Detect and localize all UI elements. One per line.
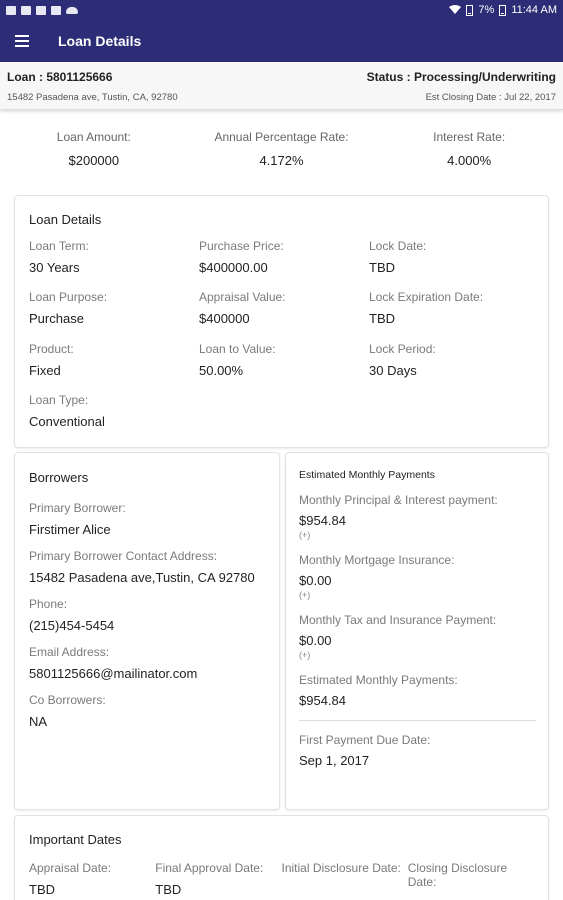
field-value: NA — [29, 714, 48, 729]
app-notification-icon — [6, 6, 16, 15]
loan-to-value-field — [199, 342, 369, 378]
field-value: $954.84 — [299, 513, 346, 528]
interest-rate — [375, 130, 563, 180]
field-label: Primary Borrower: — [29, 501, 126, 515]
loan-purpose-field — [29, 290, 199, 326]
appraisal-value-field — [199, 290, 369, 326]
borrowers-title: Borrowers — [29, 470, 89, 485]
loan-term-field — [29, 239, 199, 275]
divider — [299, 720, 536, 721]
field-value: $400000 — [199, 311, 250, 326]
field-label: Closing Disclosure Date: — [407, 861, 508, 889]
payments-title: Estimated Monthly Payments — [299, 469, 435, 481]
field-value: Purchase — [29, 311, 84, 326]
battery-icon — [499, 5, 506, 16]
field-label: Monthly Principal & Interest payment: — [299, 493, 498, 507]
loan-details-card — [14, 195, 549, 448]
tax-insurance-field — [299, 613, 535, 660]
apr-value: 4.172% — [259, 153, 304, 168]
field-value: $0.00 — [299, 573, 332, 588]
field-value: 50.00% — [199, 363, 244, 378]
field-label: Email Address: — [29, 645, 110, 659]
field-value: $400000.00 — [199, 260, 268, 275]
plus-sign: (+) — [299, 590, 311, 600]
loan-status: Status : Processing/Underwriting — [366, 70, 556, 84]
purchase-price-field — [199, 239, 369, 275]
loan-details-title: Loan Details — [29, 212, 102, 227]
hamburger-menu-icon[interactable] — [0, 20, 44, 62]
field-value: TBD — [369, 260, 395, 275]
field-value: $954.84 — [299, 693, 346, 708]
cloud-icon — [66, 7, 78, 14]
rate-summary — [0, 130, 563, 180]
field-label: Co Borrowers: — [29, 693, 106, 707]
plus-sign: (+) — [299, 650, 311, 660]
loan-amount-label: Loan Amount: — [56, 130, 131, 144]
closing-disclosure-date-field — [408, 861, 534, 897]
field-label: Monthly Tax and Insurance Payment: — [299, 613, 497, 627]
field-label: Appraisal Value: — [199, 290, 286, 304]
page-title: Loan Details — [58, 33, 142, 49]
field-value: Conventional — [29, 414, 105, 429]
field-label: Purchase Price: — [199, 239, 284, 253]
borrowers-card — [14, 452, 280, 810]
field-label: Final Approval Date: — [155, 861, 264, 875]
field-value: TBD — [369, 311, 395, 326]
field-value: TBD — [155, 882, 182, 897]
app-bar — [0, 20, 563, 62]
important-dates-title: Important Dates — [29, 832, 122, 847]
notification-icons — [6, 6, 78, 15]
interest-rate-label: Interest Rate: — [433, 130, 506, 144]
apr-label: Annual Percentage Rate: — [214, 130, 349, 144]
battery-icon — [466, 5, 473, 16]
field-label: Loan Type: — [29, 393, 89, 407]
lock-expiration-date-field — [369, 290, 539, 326]
app-notification-icon — [36, 6, 46, 15]
lock-date-field — [369, 239, 539, 275]
status-bar — [0, 0, 563, 20]
first-payment-due-field — [299, 733, 535, 768]
field-label: Lock Expiration Date: — [369, 290, 484, 304]
field-value: 30 Days — [369, 363, 417, 378]
field-label: Appraisal Date: — [29, 861, 112, 875]
phone-field — [29, 597, 265, 633]
product-field — [29, 342, 199, 378]
principal-interest-field — [299, 493, 535, 540]
loan-number: Loan : 5801125666 — [7, 70, 113, 84]
annual-percentage-rate — [188, 130, 376, 180]
wifi-icon — [449, 5, 461, 15]
field-value: Firstimer Alice — [29, 522, 111, 537]
estimated-payments-card — [285, 452, 549, 810]
appraisal-date-field — [29, 861, 155, 897]
lock-period-field — [369, 342, 539, 378]
final-approval-date-field — [155, 861, 281, 897]
field-label: Loan Term: — [29, 239, 89, 253]
email-field — [29, 645, 265, 681]
loan-amount-value: $200000 — [68, 153, 120, 168]
field-label: Primary Borrower Contact Address: — [29, 549, 218, 563]
field-label: Estimated Monthly Payments: — [299, 673, 458, 687]
est-closing-date: Est Closing Date : Jul 22, 2017 — [425, 91, 556, 103]
interest-rate-value: 4.000% — [447, 153, 492, 168]
flag-notification-icon — [51, 6, 61, 15]
field-value: Sep 1, 2017 — [299, 753, 370, 768]
field-value: TBD — [29, 882, 55, 897]
field-value: Fixed — [29, 363, 61, 378]
field-value: 15482 Pasadena ave,Tustin, CA 92780 — [29, 570, 255, 585]
field-label: Monthly Mortgage Insurance: — [299, 553, 455, 567]
field-label: Lock Period: — [369, 342, 436, 356]
field-label: Loan Purpose: — [29, 290, 108, 304]
loan-amount — [0, 130, 188, 180]
field-label: Phone: — [29, 597, 68, 611]
estimated-total-field — [299, 673, 535, 708]
field-value: (215)454-5454 — [29, 618, 115, 633]
initial-disclosure-date-field — [282, 861, 408, 897]
status-time: 11:44 AM — [511, 4, 557, 16]
co-borrowers-field — [29, 693, 265, 729]
loan-type-field — [29, 393, 199, 429]
field-value: $0.00 — [299, 633, 332, 648]
important-dates-card — [14, 815, 549, 900]
field-label: Lock Date: — [369, 239, 427, 253]
battery-percent: 7% — [478, 4, 495, 16]
property-address: 15482 Pasadena ave, Tustin, CA, 92780 — [7, 91, 178, 103]
field-label: First Payment Due Date: — [299, 733, 431, 747]
field-label: Product: — [29, 342, 74, 356]
field-label: Loan to Value: — [199, 342, 276, 356]
contact-address-field — [29, 549, 265, 585]
primary-borrower-field — [29, 501, 265, 537]
field-label: Initial Disclosure Date: — [281, 861, 401, 875]
mortgage-insurance-field — [299, 553, 535, 600]
plus-sign: (+) — [299, 530, 311, 540]
loan-summary-header — [0, 62, 563, 110]
app-notification-icon — [21, 6, 31, 15]
field-value: 30 Years — [29, 260, 80, 275]
field-value: 5801125666@mailinator.com — [29, 666, 198, 681]
